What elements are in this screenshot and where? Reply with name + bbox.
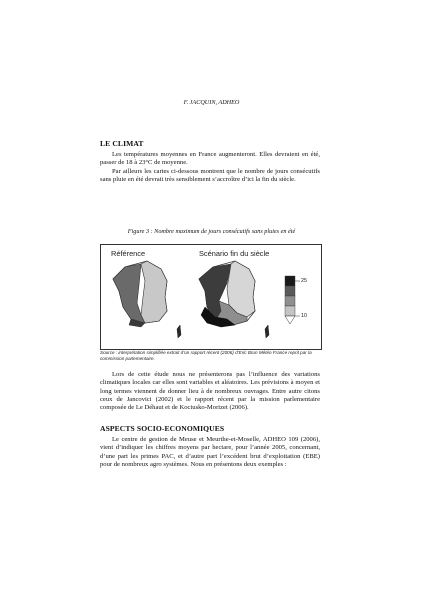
socio-text <box>100 436 320 469</box>
figure-source: Source : interprétation simplifiée extrait d’un rapport récent (2006) d’Eric Brun Météo France reprit par la commission parlementaire. <box>100 350 312 361</box>
panel-label-reference: Référence <box>111 249 146 258</box>
scenario-map <box>199 261 269 338</box>
legend-value-bottom: 10 <box>301 313 307 319</box>
climat-paragraph-2: Par ailleurs les cartes ci-dessous montrent que le nombre de jours consécutifs sans pluie en été devrait très sensiblement s’accroître d’ici la fin du siècle. <box>100 167 320 183</box>
section-title-socio: ASPECTS SOCIO-ECONOMIQUES <box>100 424 225 433</box>
climat-text <box>100 151 320 184</box>
running-head: F. JACQUIN, ADHEO <box>183 99 240 106</box>
climat-paragraph-1: Les températures moyennes en France augmenteront. Elles devraient en été, passer de 18 à 23°C de moyenne. <box>100 151 320 167</box>
figure-caption: Figure 3 : Nombre maximum de jours consécutifs sans pluies en été <box>127 228 296 235</box>
panel-label-scenario: Scénario fin du siècle <box>199 249 270 258</box>
section-title-climat: LE CLIMAT <box>100 139 144 148</box>
maps-graphic <box>101 245 321 349</box>
legend-scale <box>285 276 300 324</box>
figure-maps <box>100 244 322 350</box>
body-text <box>100 371 320 412</box>
legend-value-top: 25 <box>301 278 307 284</box>
socio-paragraph: Le centre de gestion de Meuse et Meurthe-et-Moselle, ADHEO 109 (2006), vient d’indiquer les chiffres moyens par hectare, pour l’année 2005, concernant, d’une part les primes PAC, et d’autre part l’excédent brut d’exploitation (EBE) pour de nombreux agro systèmes. Nous en présentons deux exemples : <box>100 436 320 468</box>
reference-map <box>113 261 181 338</box>
body-paragraph: Lors de cette étude nous ne présenterons pas l’influence des variations climatiques locales car elles sont variables et aléatoires. Les prévisions à moyen et long termes viennent de donner lieu à de nombreux ouvrages. Entre autre citons ceux de Jancovici (2002) et le rapport récent par la mission parlementaire composée de Le Déhaut et de Kociusko-Morizet (2006). <box>100 371 320 412</box>
